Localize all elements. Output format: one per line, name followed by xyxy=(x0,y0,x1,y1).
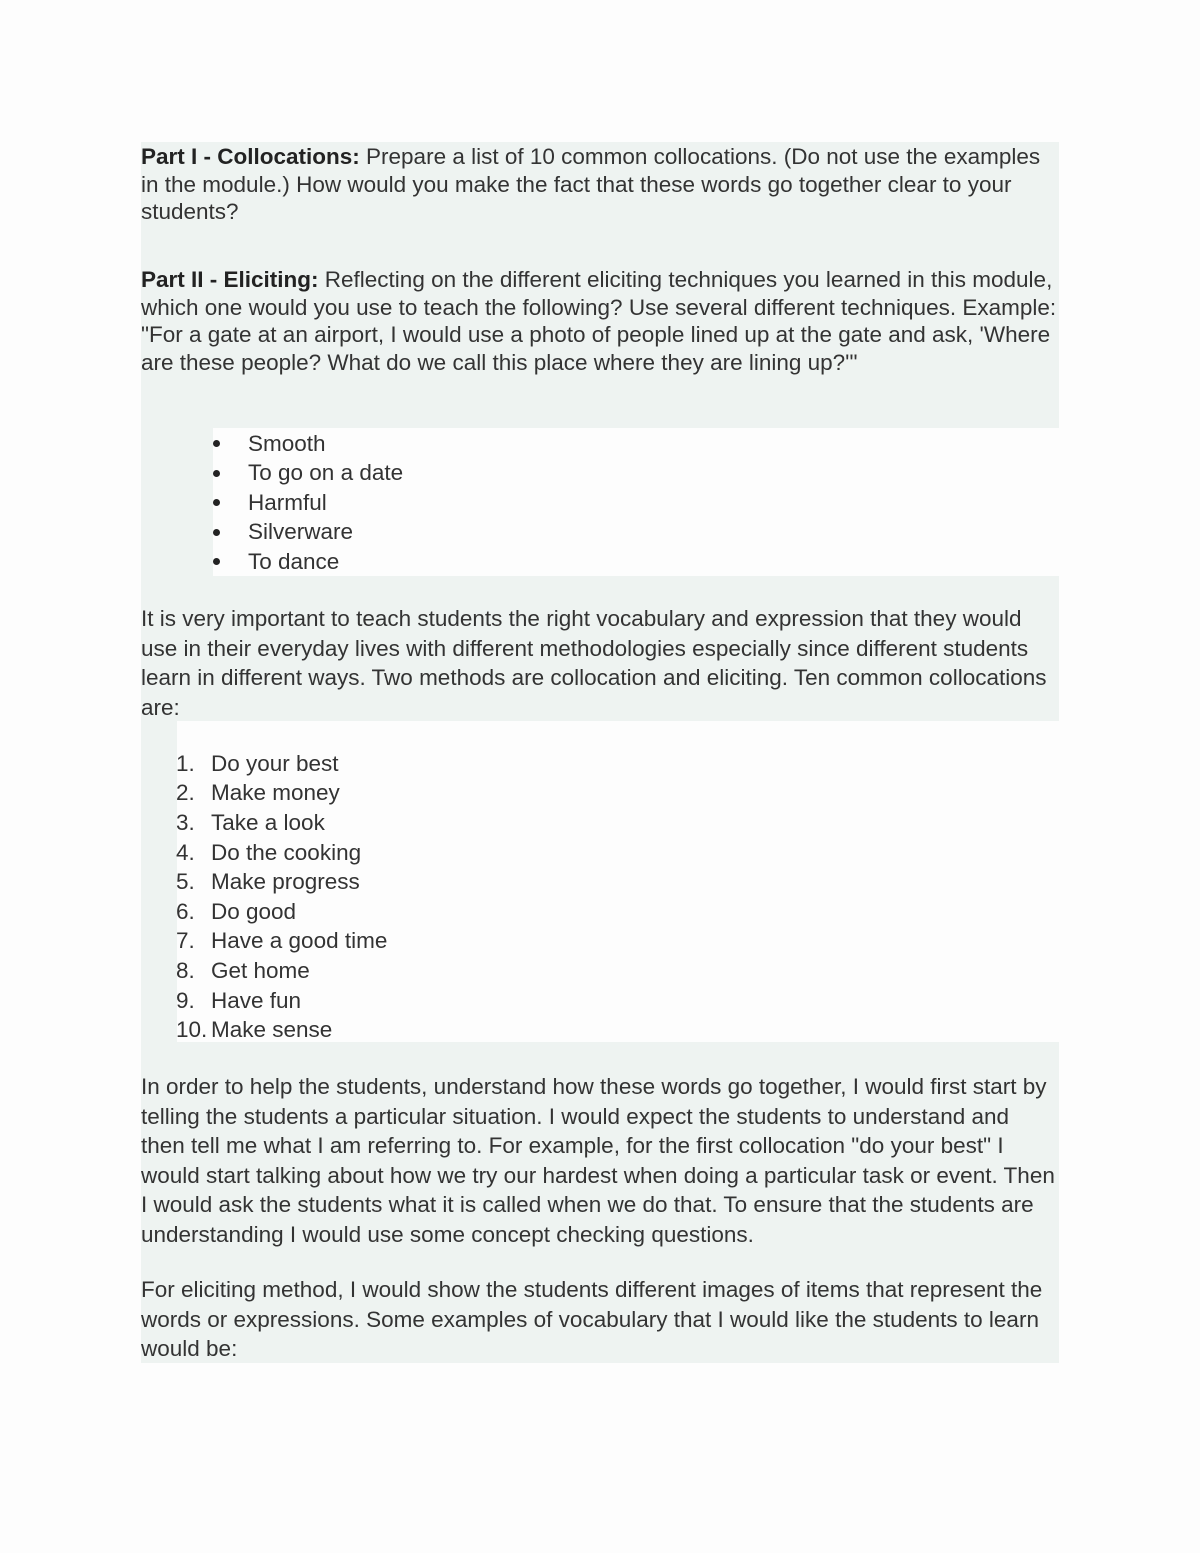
bullet-item xyxy=(141,488,441,518)
bullet-text: Smooth xyxy=(248,430,326,456)
collocation-text: Have a good time xyxy=(211,928,388,954)
bullet-dot-icon xyxy=(213,470,220,477)
bullet-list xyxy=(141,429,441,577)
bullet-item xyxy=(141,518,441,548)
list-number: 9. xyxy=(176,987,195,1013)
bullet-item xyxy=(141,459,441,489)
intro-text: It is very important to teach students the right vocabulary and expression that they would use in their everyday lives with different methodologies especially since different students learn in different ways. Two methods are collocation and eliciting. Ten common collocations are: xyxy=(141,606,1047,720)
collocation-text: Get home xyxy=(211,957,310,983)
bullet-dot-icon xyxy=(213,499,220,506)
part2-prompt xyxy=(141,237,1059,428)
collocation-text: Do the cooking xyxy=(211,839,362,865)
collocation-item xyxy=(141,779,541,809)
part2-text: Reflecting on the different eliciting techniques you learned in this module, which one would you use to teach the following? Use several different techniques. Example: "For a gate at an airport, I would use a photo of people lined up at the gate and ask, 'Where are these people? What do we call this place where they are lining up?'" xyxy=(141,267,1057,375)
part1-text: Prepare a list of 10 common collocations. (Do not use the examples in the module.) How would you make the fact that these words go together clear to your students? xyxy=(141,144,1041,224)
eliciting-text: For eliciting method, I would show the students different images of items that represent the words or expressions. Some examples of vocabulary that I would like the students to learn would be: xyxy=(141,1277,1043,1361)
list-number: 2. xyxy=(176,780,195,806)
explanation-paragraph xyxy=(141,1042,1059,1247)
collocation-text: Do your best xyxy=(211,750,339,776)
part1-heading: Part I - Collocations: xyxy=(141,144,360,169)
collocation-text: Take a look xyxy=(211,809,325,835)
collocation-item xyxy=(141,1015,541,1045)
collocation-text: Make money xyxy=(211,780,340,806)
list-number: 6. xyxy=(176,898,195,924)
list-number: 10. xyxy=(176,1017,208,1043)
bullet-item xyxy=(141,429,441,459)
collocation-text: Have fun xyxy=(211,987,302,1013)
collocation-item xyxy=(141,867,541,897)
collocation-item xyxy=(141,956,541,986)
list-number: 8. xyxy=(176,957,195,983)
intro-paragraph xyxy=(141,576,1059,721)
collocation-item xyxy=(141,927,541,957)
collocation-text: Do good xyxy=(211,898,297,924)
bullet-text: To dance xyxy=(248,548,340,574)
bullet-text: To go on a date xyxy=(248,460,404,486)
bullet-text: Harmful xyxy=(248,489,327,515)
collocation-list xyxy=(141,749,541,1049)
collocation-item xyxy=(141,986,541,1016)
collocation-item xyxy=(141,749,541,779)
list-number: 1. xyxy=(176,750,195,776)
explanation-text: In order to help the students, understand how these words go together, I would first start by telling the students a particular situation. I would expect the students to understand and then tell me what I am referring to. For example, for the first collocation "do your best" I would start talking about how we try our hardest when doing a particular task or event. Then I would ask the students what it is called when we do that. To ensure that the students are understanding I would use some concept checking questions. xyxy=(141,1074,1055,1247)
collocation-item xyxy=(141,838,541,868)
collocation-text: Make progress xyxy=(211,869,360,895)
collocation-text: Make sense xyxy=(211,1017,333,1043)
bullet-dot-icon xyxy=(213,440,220,447)
part1-prompt xyxy=(141,142,1059,237)
bullet-text: Silverware xyxy=(248,519,354,545)
eliciting-paragraph xyxy=(141,1247,1059,1363)
list-number: 5. xyxy=(176,869,195,895)
list-number: 4. xyxy=(176,839,195,865)
bullet-item xyxy=(141,547,441,577)
collocation-item xyxy=(141,897,541,927)
part2-heading: Part II - Eliciting: xyxy=(141,267,319,292)
bullet-dot-icon xyxy=(213,529,220,536)
collocation-item xyxy=(141,808,541,838)
list-number: 3. xyxy=(176,809,195,835)
bullet-dot-icon xyxy=(213,558,220,565)
list-number: 7. xyxy=(176,928,195,954)
